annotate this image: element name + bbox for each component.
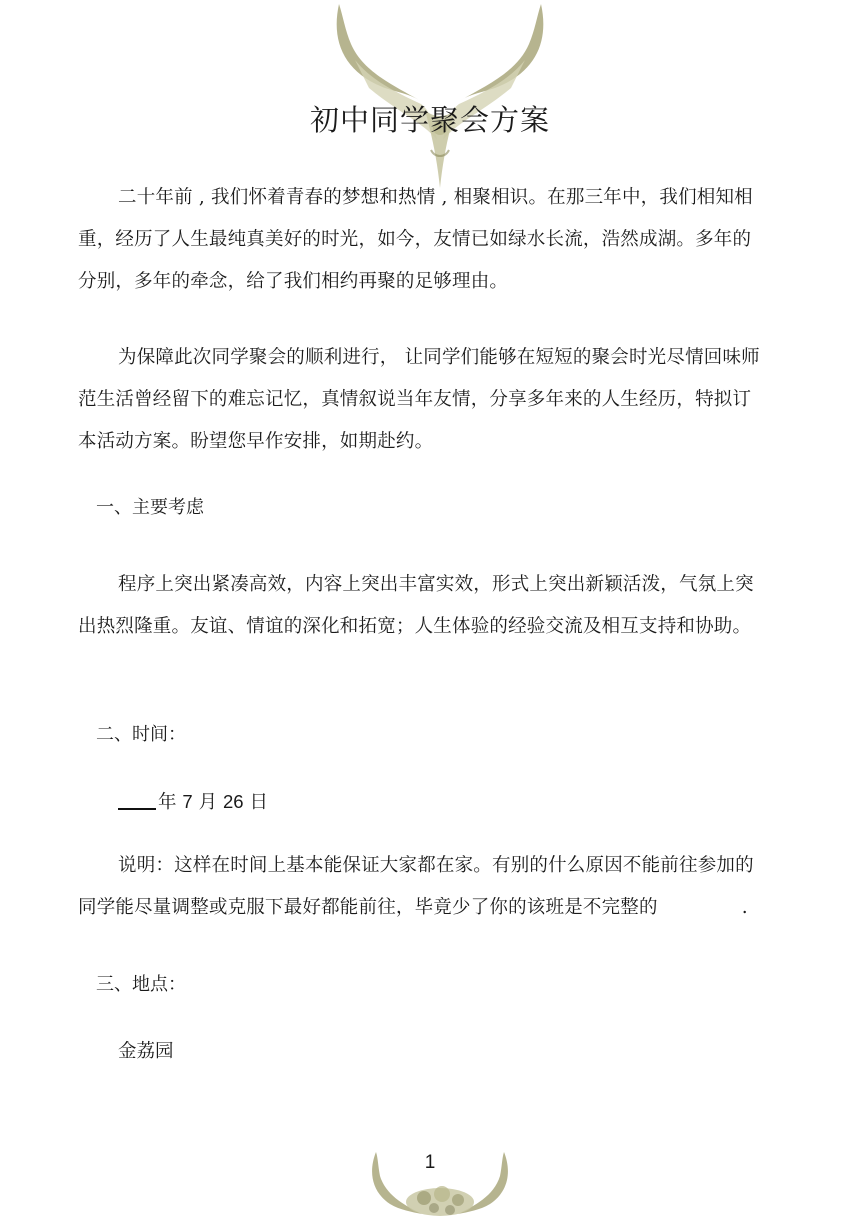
year-suffix: 年 [158, 792, 177, 813]
location-text: 金荔园 [118, 1041, 174, 1062]
year-blank [118, 792, 156, 810]
intro-paragraph-1: 二十年前 , 我们怀着青春的梦想和热情 , 相聚相识。在那三年中，我们相知相重，经历了人生最纯真美好的时光，如今，友情已如绿水长流，浩然成湖。多年的分别，多年的牵念，给了我们相约再聚的足够理由。 [78, 187, 753, 292]
date-month: 7 [182, 791, 193, 812]
note-text: 说明：这样在时间上基本能保证大家都在家。有别的什么原因不能前往参加的同学能尽量调整或克服下最好都能前往，毕竟少了你的该班是不完整的 [78, 855, 754, 918]
section-heading-time: 二、时间： [96, 724, 186, 745]
date-line [118, 788, 268, 814]
note-paragraph [78, 845, 764, 929]
horns-ornament-icon [325, 0, 555, 190]
note-trailing-period: . [741, 897, 748, 918]
month-suffix: 月 [198, 792, 218, 813]
document-title: 初中同学聚会方案 [309, 103, 550, 137]
section-heading-considerations: 一、主要考虑 [96, 497, 204, 518]
intro-paragraph-2: 为保障此次同学聚会的顺利进行， 让同学们能够在短短的聚会时光尽情回味师范生活曾经留下的难忘记忆，真情叙说当年友情，分享多年来的人生经历，特拟订本活动方案。盼望您早作安排，如期赴约。 [78, 347, 760, 452]
date-day: 26 [223, 791, 244, 812]
section-heading-location: 三、地点： [96, 974, 186, 995]
considerations-paragraph: 程序上突出紧凑高效，内容上突出丰富实效，形式上突出新颖活泼，气氛上突出热烈隆重。友谊、情谊的深化和拓宽；人生体验的经验交流及相互支持和协助。 [78, 574, 754, 637]
page-number: 1 [424, 1152, 436, 1173]
day-suffix: 日 [249, 792, 268, 813]
